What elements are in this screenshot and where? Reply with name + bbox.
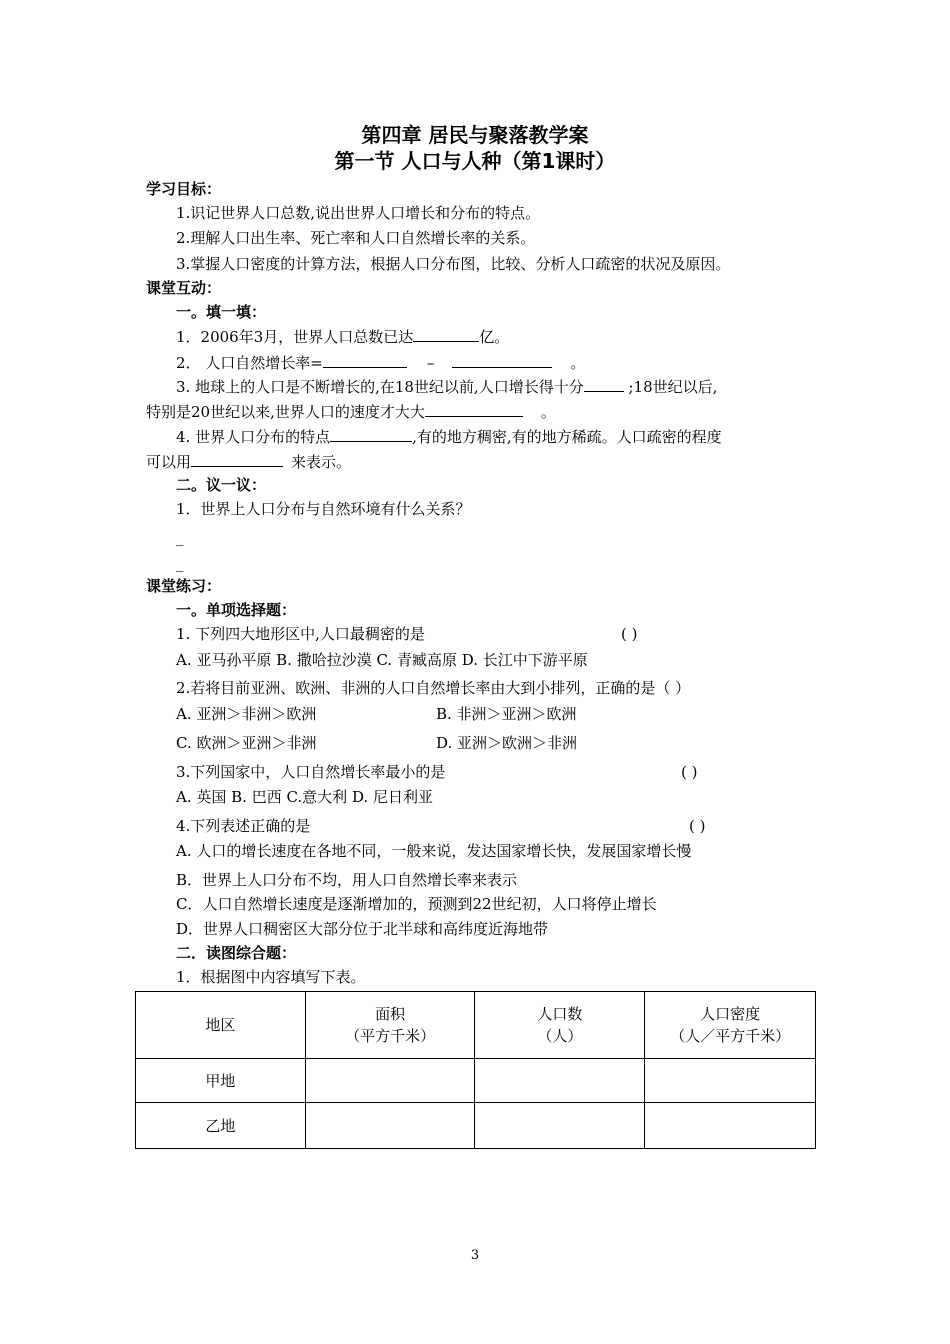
- table-cell-input[interactable]: [305, 1059, 475, 1103]
- table-row: [136, 1059, 816, 1103]
- fill-question-4: 4. 世界人口分布的特点 ,有的地方稠密,有的地方稀疏。人口疏密的程度: [176, 428, 722, 446]
- table-header-row: [136, 992, 816, 1059]
- answer-blank[interactable]: [452, 352, 552, 368]
- choice-options-1: A. 亚马孙平原 B. 撒哈拉沙漠 C. 青臧高原 D. 长江中下游平原: [176, 651, 588, 669]
- map-heading: 二．读图综合题：: [176, 944, 297, 962]
- answer-blank[interactable]: [413, 326, 479, 342]
- goal-item: 1.识记世界人口总数,说出世界人口增长和分布的特点。: [176, 204, 541, 222]
- choice-option: A. 亚洲＞非洲＞欧洲: [176, 705, 317, 723]
- answer-paren[interactable]: ( ): [621, 625, 638, 643]
- answer-paren[interactable]: ( ): [689, 817, 706, 835]
- table-cell-input[interactable]: [475, 1059, 645, 1103]
- discuss-question-1: 1．世界上人口分布与自然环境有什么关系？: [176, 500, 471, 518]
- choice-option: B. 非洲＞亚洲＞欧洲: [436, 705, 577, 723]
- density-table: [135, 991, 816, 1149]
- table-cell-region: 乙地: [136, 1103, 306, 1149]
- table-cell-region: 甲地: [136, 1059, 306, 1103]
- fill-question-3: 3. 地球上的人口是不断增长的,在18世纪以前,人口增长得十分 ;18世纪以后,: [176, 378, 718, 396]
- fill-question-4-cont: 可以用 来表示。: [146, 453, 352, 471]
- choice-option: C．人口自然增长速度是逐渐增加的，预测到22世纪初，人口将停止增长: [176, 895, 657, 913]
- answer-line-mark: _: [176, 554, 184, 572]
- chapter-title: 第四章 居民与聚落教学案: [361, 123, 589, 147]
- answer-blank[interactable]: [323, 352, 407, 368]
- interaction-heading: 课堂互动：: [146, 279, 222, 297]
- single-choice-heading: 一。单项选择题：: [176, 601, 297, 619]
- choice-option: B．世界上人口分布不均，用人口自然增长率来表示: [176, 871, 518, 889]
- table-header-region: 地区: [136, 992, 306, 1059]
- table-cell-input[interactable]: [645, 1059, 816, 1103]
- page-number: 3: [470, 1248, 480, 1263]
- choice-question-2: 2.若将目前亚洲、欧洲、非洲的人口自然增长率由大到小排列，正确的是（ ）: [176, 679, 691, 697]
- choice-option: A. 人口的增长速度在各地不同，一般来说，发达国家增长快，发展国家增长慢: [176, 842, 692, 860]
- table-cell-input[interactable]: [305, 1103, 475, 1149]
- answer-paren[interactable]: ( ): [681, 763, 698, 781]
- table-header-area: 面积 （平方千米）: [305, 992, 475, 1059]
- fill-heading: 一。填一填：: [176, 303, 267, 321]
- goal-item: 3.掌握人口密度的计算方法，根据人口分布图，比较、分析人口疏密的状况及原因。: [176, 255, 731, 273]
- table-header-density: 人口密度 （人／平方千米）: [645, 992, 816, 1059]
- table-row: [136, 1103, 816, 1149]
- answer-blank[interactable]: [425, 401, 523, 417]
- choice-option: C. 欧洲＞亚洲＞非洲: [176, 734, 317, 752]
- fill-question-1: 1．2006年3月，世界人口总数已达 亿。: [176, 328, 510, 346]
- discuss-heading: 二。议一议：: [176, 476, 267, 494]
- choice-option: D. 亚洲＞欧洲＞非洲: [436, 734, 578, 752]
- practice-heading: 课堂练习：: [146, 577, 222, 595]
- table-cell-input[interactable]: [475, 1103, 645, 1149]
- goal-item: 2.理解人口出生率、死亡率和人口自然增长率的关系。: [176, 229, 536, 247]
- fill-question-3-cont: 特别是20世纪以来,世界人口的速度才大大 。: [146, 403, 556, 421]
- choice-options-3: A. 英国 B. 巴西 C.意大利 D. 尼日利亚: [176, 788, 433, 806]
- table-cell-input[interactable]: [645, 1103, 816, 1149]
- fill-question-2: 2． 人口自然增长率= – 。: [176, 354, 586, 372]
- map-question-1: 1．根据图中内容填写下表。: [176, 968, 366, 986]
- choice-question-1: 1. 下列四大地形区中,人口最稠密的是: [176, 625, 425, 643]
- choice-option: D．世界人口稠密区大部分位于北半球和高纬度近海地带: [176, 920, 549, 938]
- section-title: 第一节 人口与人种（第1课时）: [334, 149, 616, 173]
- choice-question-3: 3.下列国家中，人口自然增长率最小的是: [176, 763, 446, 781]
- answer-blank[interactable]: [584, 376, 624, 392]
- answer-blank[interactable]: [191, 451, 283, 467]
- table-header-population: 人口数 （人）: [475, 992, 645, 1059]
- answer-blank[interactable]: [330, 426, 412, 442]
- answer-line-mark: _: [176, 528, 184, 546]
- choice-question-4: 4.下列表述正确的是: [176, 817, 311, 835]
- goals-heading: 学习目标：: [146, 180, 222, 198]
